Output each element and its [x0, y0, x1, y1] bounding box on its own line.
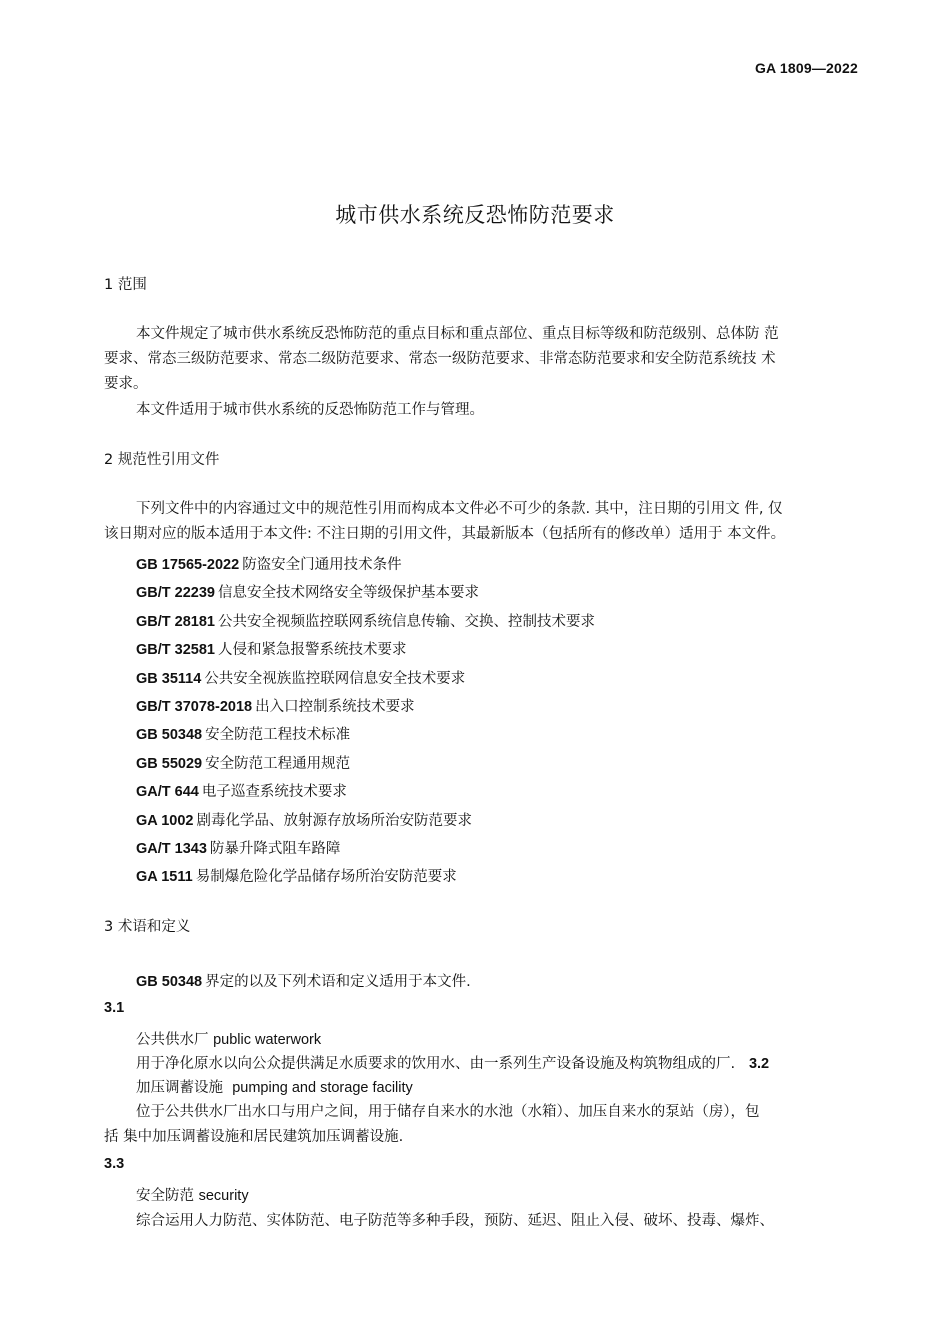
reference-item [136, 667, 595, 695]
term-cn: 安全防范 [136, 1188, 194, 1204]
reference-title: 公共安全视族监控联网信息安全技术要求 [204, 670, 466, 687]
reference-title: 防暴升降式阻车路障 [209, 840, 341, 857]
term-en: public waterwork [213, 1032, 322, 1048]
term-en: security [198, 1188, 249, 1204]
reference-item [136, 581, 595, 609]
reference-item [136, 865, 595, 893]
reference-item [136, 695, 595, 723]
reference-title: 易制爆危险化学品储存场所治安防范要求 [195, 869, 457, 886]
reference-item [136, 837, 595, 865]
references-intro-line-2: 该日期对应的版本适用于本文件: 不注日期的引用文件，其最新版本（包括所有的修改单）适用于 本文件。 [104, 526, 786, 542]
term-cn: 公共供水厂 [136, 1032, 209, 1048]
scope-paragraph-line-2: 要求、常态三级防范要求、常态二级防范要求、常态一级防范要求、非常态防范要求和安全防范系统技 术 [104, 351, 776, 367]
term-number-3-3: 3.3 [104, 1156, 125, 1172]
term-cn: 加压调蓄设施 [136, 1080, 223, 1096]
normative-reference-list [136, 553, 595, 894]
reference-title: 出入口控制系统技术要求 [255, 698, 415, 715]
scope-paragraph-line-1: 本文件规定了城市供水系统反恐怖防范的重点目标和重点部位、重点目标等级和防范级别、总体防 范 [136, 326, 779, 342]
term-number-3-1: 3.1 [104, 1000, 125, 1016]
reference-title: 信息安全技术网络安全等级保护基本要求 [218, 585, 479, 602]
reference-code: GA/T 644 [136, 784, 199, 801]
reference-code: GB/T 28181 [136, 613, 215, 630]
document-title: 城市供水系统反恐怖防范要求 [335, 203, 615, 227]
term-definition-text: 用于净化原水以向公众提供满足水质要求的饮用水、由一系列生产设备设施及构筑物组成的厂. [136, 1056, 736, 1072]
reference-item [136, 780, 595, 808]
standard-number: GA 1809—2022 [754, 60, 858, 76]
term-3-3-definition-line-1: 综合运用人力防范、实体防范、电子防范等多种手段，预防、延迟、阻止入侵、破坏、投毒、爆炸、 [136, 1213, 774, 1229]
reference-code: GA/T 1343 [136, 840, 207, 857]
section-2-heading: 2 规范性引用文件 [104, 452, 220, 468]
term-3-1-definition [136, 1052, 769, 1076]
scope-applicability: 本文件适用于城市供水系统的反恐怖防范工作与管理。 [136, 402, 484, 418]
reference-code: GB 55029 [136, 755, 203, 772]
reference-code: GB 35114 [136, 670, 202, 687]
reference-code: GB/T 22239 [136, 585, 215, 602]
reference-code: GB/T 32581 [136, 642, 215, 659]
term-3-2-name [136, 1076, 413, 1100]
term-3-2-definition-line-2: 括 集中加压调蓄设施和居民建筑加压调蓄设施. [104, 1129, 404, 1145]
reference-title: 防盗安全门通用技术条件 [242, 557, 402, 573]
terms-intro-text: 界定的以及下列术语和定义适用于本文件. [205, 974, 471, 990]
term-3-2-definition-line-1: 位于公共供水厂出水口与用户之间，用于储存自来水的水池（水箱）、加压自来水的泵站（房），包 [136, 1104, 760, 1120]
reference-title: 人侵和紧急报警系统技术要求 [218, 642, 407, 659]
term-en: pumping and storage facility [232, 1080, 413, 1096]
reference-code: GA 1002 [136, 812, 194, 829]
reference-item [136, 553, 595, 581]
reference-code: GB 50348 [136, 727, 203, 744]
reference-item [136, 638, 595, 666]
references-intro-line-1: 下列文件中的内容通过文中的规范性引用而构成本文件必不可少的条款. 其中，注日期的引用文 件, 仅 [136, 501, 783, 517]
reference-item [136, 723, 595, 751]
reference-title: 公共安全视频监控联网系统信息传输、交换、控制技术要求 [218, 613, 595, 630]
reference-title: 电子巡查系统技术要求 [201, 784, 347, 801]
reference-item [136, 610, 595, 638]
reference-title: 安全防范工程通用规范 [205, 755, 351, 772]
reference-code: GA 1511 [136, 869, 193, 886]
scope-paragraph-line-3: 要求。 [104, 376, 148, 392]
reference-title: 安全防范工程技术标准 [205, 727, 351, 744]
section-3-heading: 3 术语和定义 [104, 919, 191, 935]
reference-item [136, 752, 595, 780]
section-1-heading: 1 范围 [104, 277, 147, 293]
reference-code: GB 17565-2022 [136, 557, 240, 573]
term-number-3-2: 3.2 [748, 1056, 770, 1072]
reference-item [136, 809, 595, 837]
terms-intro-code: GB 50348 [136, 974, 203, 990]
reference-title: 剧毒化学品、放射源存放场所治安防范要求 [196, 812, 472, 829]
terms-intro [136, 970, 471, 994]
term-3-1-name [136, 1028, 321, 1052]
reference-code: GB/T 37078-2018 [136, 698, 253, 715]
term-3-3-name [136, 1184, 249, 1208]
